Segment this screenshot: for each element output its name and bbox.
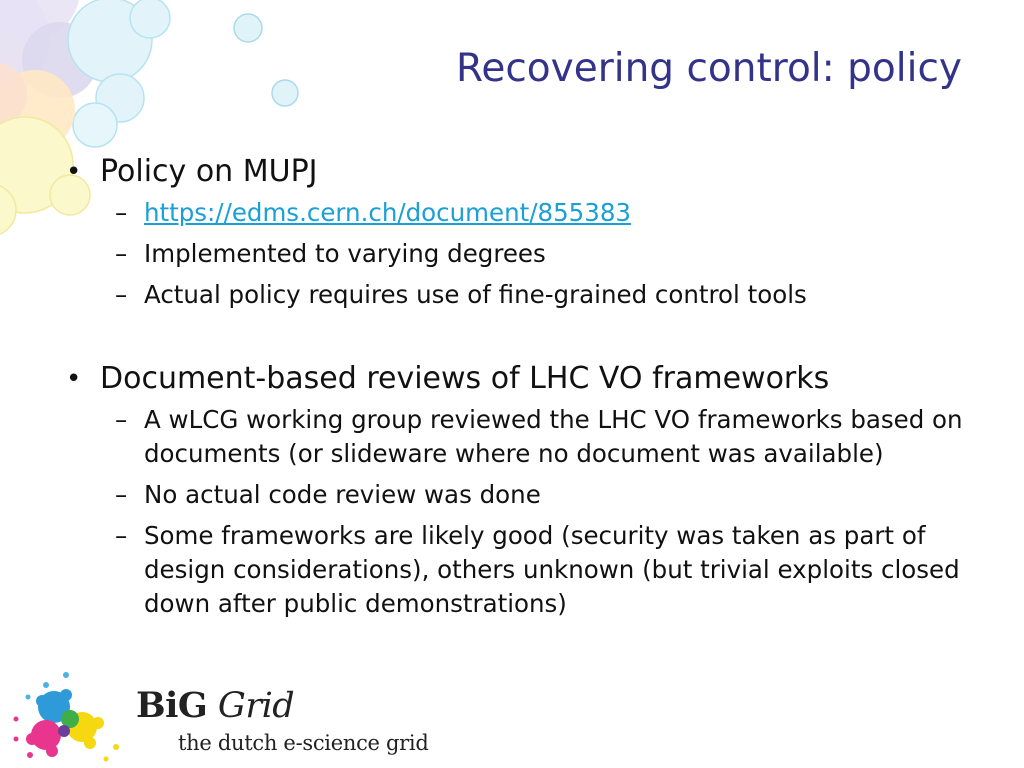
sub-bullet-text: No actual code review was done (144, 480, 541, 509)
sub-bullet-dash: – (115, 280, 128, 309)
bullet-text: Document-based reviews of LHC VO frameworks (100, 361, 830, 396)
sub-bullet-item (64, 278, 984, 312)
bullet-item (64, 357, 984, 401)
sub-bullet-text: Some frameworks are likely good (security was taken as part of design considerations), others unknown (but trivial exploits closed down after public demonstrations) (144, 521, 960, 618)
spacer (64, 319, 984, 357)
sub-bullet-dash: – (115, 521, 128, 550)
sub-bullet-dash: – (115, 405, 128, 434)
sub-bullet-list (64, 196, 984, 312)
sub-bullet-dash: – (115, 239, 128, 268)
sub-bullet-text: A wLCG working group reviewed the LHC VO frameworks based on documents (or slideware where no document was available) (144, 405, 963, 468)
sub-bullet-text: Actual policy requires use of fine-grained control tools (144, 280, 807, 309)
slide-title: Recovering control: policy (456, 46, 962, 91)
logo-tagline: the dutch e-science grid (178, 731, 429, 755)
logo-name (136, 685, 294, 726)
puzzle-logo-icon (6, 667, 126, 765)
sub-bullet-item (64, 478, 984, 512)
sub-bullet-list (64, 403, 984, 621)
sub-bullet-item (64, 519, 984, 621)
bullet-dot: • (66, 157, 82, 187)
sub-bullet-item (64, 403, 984, 471)
sub-bullet-dash: – (115, 198, 128, 227)
logo-name-bold: BiG (136, 685, 208, 726)
logo-name-regular: Grid (217, 686, 295, 726)
slide-body (64, 150, 984, 628)
bullet-text: Policy on MUPJ (100, 154, 318, 189)
document-link[interactable]: https://edms.cern.ch/document/855383 (144, 198, 632, 227)
bullet-item (64, 150, 984, 194)
big-grid-logo (0, 665, 429, 768)
sub-bullet-item (64, 196, 984, 230)
bullet-dot: • (66, 364, 82, 394)
sub-bullet-dash: – (115, 480, 128, 509)
sub-bullet-item (64, 237, 984, 271)
sub-bullet-text: Implemented to varying degrees (144, 239, 546, 268)
